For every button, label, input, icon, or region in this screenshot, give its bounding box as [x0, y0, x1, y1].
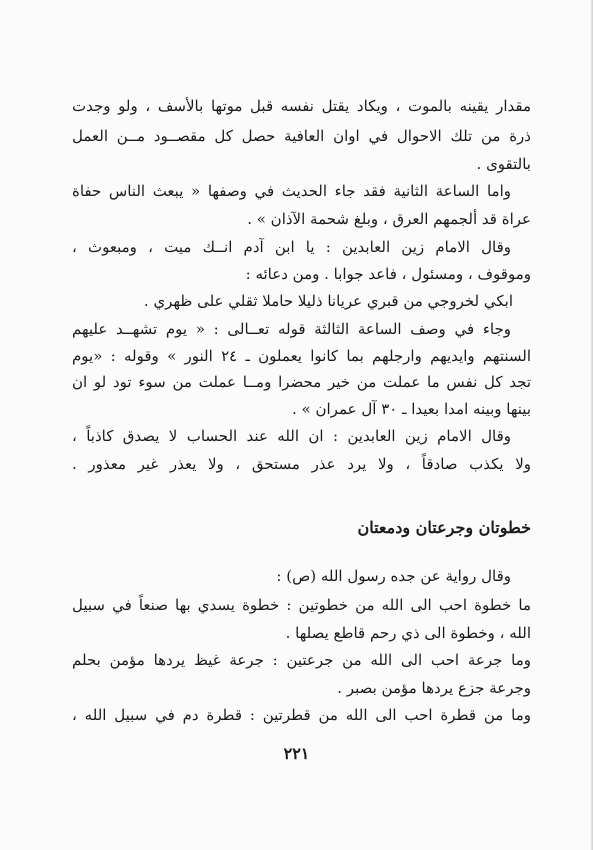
text-line: وموقوف ، ومسئول ، فاعد جوابا . ومن دعائه :: [245, 265, 531, 283]
section-heading: خطوتان وجرعتان ودمعتان: [357, 518, 531, 537]
text-line: وقال رواية عن جده رسول الله (ص) :: [276, 567, 511, 585]
text-line: عراة قد ألجمهم العرق ، وبلغ شحمة الآذان » .: [247, 210, 531, 228]
text-line: وما من قطرة احب الى الله من قطرتين : قطرة دم في سبيل الله ،: [72, 706, 531, 724]
page-number: ٢٢١: [283, 744, 310, 763]
text-line: ذرة من تلك الاحوال في اوان العافية حصل كل مقصــود مــن العمل: [72, 127, 531, 145]
text-line: وقال الامام زين العابدين : يا ابن آدم انــك ميت ، ومبعوث ،: [72, 238, 511, 256]
text-line: تجد كل نفس ما عملت من خير محضرا ومــا عملت من سوء تود لو ان: [72, 373, 531, 391]
text-line: واما الساعة الثانية فقد جاء الحديث في وصفها « يبعث الناس حفاة: [72, 182, 511, 200]
text-line: الله ، وخطوة الى ذي رحم قاطع يصلها .: [285, 624, 531, 642]
text-line: السنتهم وايديهم وارجلهم بما كانوا يعملون ـ ٢٤ النور » وقوله : «يوم: [72, 347, 531, 365]
text-line: وجاء في وصف الساعة الثالثة قوله تعــالى : « يوم تشهــد عليهم: [72, 320, 511, 338]
text-line: ما خطوة احب الى الله من خطوتين : خطوة يسدي بها صنعاً في سبيل: [72, 596, 531, 614]
text-line: ولا يكذب صادقاً ، ولا يرد عذر مستحق ، ولا يعذر غير معذور .: [72, 455, 531, 473]
poem-line: ابكي لخروجي من قبري عريانا ذليلا حاملا ثقلي على ظهري .: [143, 292, 513, 310]
text-line: وما جرعة احب الى الله من جرعتين : جرعة غيظ يردها مؤمن بحلم: [72, 651, 531, 669]
text-line: مقدار يقينه بالموت ، ويكاد يقتل نفسه قبل موتها بالأسف ، ولو وجدت: [72, 97, 531, 115]
text-line: بالتقوى .: [476, 155, 531, 173]
text-line: وجرعة جزع يردها مؤمن بصبر .: [337, 679, 531, 697]
text-line: وقال الامام زين العابدين : ان الله عند الحساب لا يصدق كاذباً ،: [72, 427, 511, 445]
text-line: بينها وبينه امدا بعيدا ـ ٣٠ آل عمران » .: [292, 400, 531, 418]
